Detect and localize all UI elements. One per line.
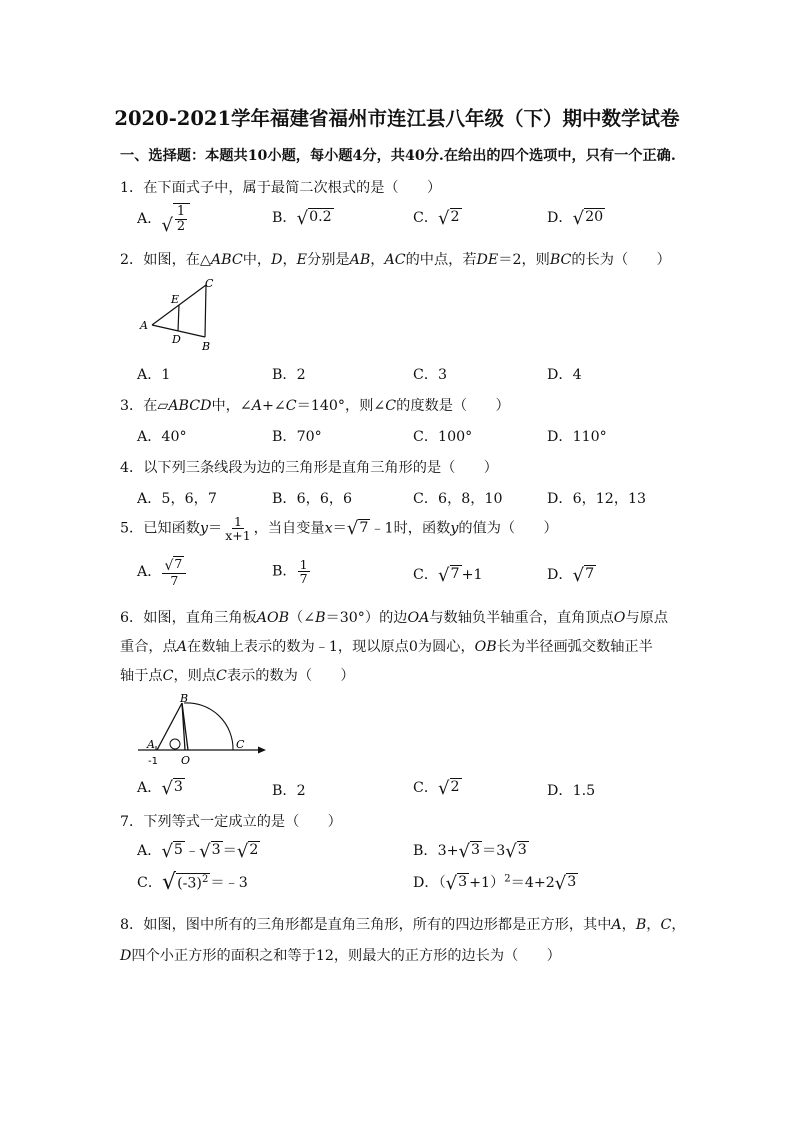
q6-stem-line3: 轴于点C，则点C表示的数为（ ） [120,668,355,684]
q2-segment-de [178,305,179,331]
q6-option-d: D．1.5 [547,783,596,799]
q5-stem: 5．已知函数y＝ $\frac{1}{x+1}$ ，当自变量x＝ √ 7 ﹣1时，函数y的值为（ ） [120,514,558,544]
q6-label-a: A [147,738,155,751]
q6-label-b: B [180,692,189,705]
page-title: 2020-2021学年福建省福州市连江县八年级（下）期中数学试卷 [114,107,680,130]
q3-option-d: D．110° [547,429,607,445]
q7-option-b: B．3+ √ 3 ＝3 √ 3 [413,840,527,862]
q2-option-c: C．3 [413,367,448,383]
q6-label-c: C [236,738,245,751]
q8-stem-line1: 8．如图，图中所有的三角形都是直角三角形，所有的四边形都是正方形，其中A，B，C， [120,917,686,933]
q5-fraction: $\frac{1}{x+1}$ [225,514,251,544]
q2-triangle-figure [138,278,228,352]
q7-option-a: A． √ 5 ﹣ √ 3 ＝ √ 2 [137,840,259,862]
q2-side-bc [205,285,206,337]
q2-label-d: D [172,333,181,346]
q2-option-d: D．4 [547,367,582,383]
q2-option-a: A．1 [137,367,171,383]
q2-label-e: E [171,293,180,306]
q5-option-c: C． √ 7 +1 [413,564,483,586]
q2-label-c: C [205,278,214,290]
q6-option-b: B．2 [272,783,306,799]
q4-option-a: A．5，6，7 [137,491,217,507]
q2-label-a: A [140,319,148,332]
q6-label-minus1: -1 [148,756,158,767]
q3-stem: 3．在▱ABCD中，∠A+∠C＝140°，则∠C的度数是（ ） [120,398,510,414]
q5-option-d: D． √ 7 [547,564,595,586]
q6-side-ab [157,703,182,750]
q7-option-d: D．（ √ 3 +1）$^2$＝4+2 √ 3 [413,872,577,894]
q6-option-c: C． √ 2 [413,777,460,799]
q4-stem: 4．以下列三条线段为边的三角形是直角三角形的是（ ） [120,460,498,476]
q6-label-o: O [181,754,191,767]
q6-number-line-figure [136,691,268,767]
q5-option-b: B． $\frac{1}{7}$ [272,557,308,587]
q7-option-c: C． √ $(-3)^2$ ＝﹣3 [137,870,248,895]
q1-a-radical: √ $\frac{1}{2}$ [161,203,190,235]
q1-option-a: A． √ $\frac{1}{2}$ [137,203,190,235]
q8-stem-line2: D四个小正方形的面积之和等于12，则最大的正方形的边长为（ ） [120,948,561,964]
q1-option-d: D． √ 20 [547,207,604,229]
q3-option-c: C．100° [413,429,473,445]
section-heading: 一、选择题：本题共10小题，每小题4分，共40分.在给出的四个选项中，只有一个正确. [120,148,676,164]
q1-option-c: C． √ 2 [413,207,460,229]
q2-option-b: B．2 [272,367,306,383]
q2-stem: 2．如图，在△ABC中，D，E分别是AB，AC的中点，若DE＝2，则BC的长为（ ） [120,252,671,268]
q1-stem: 1．在下面式子中，属于最简二次根式的是（ ） [120,180,442,196]
q6-triangle-hole [170,739,180,749]
q6-axis-arrow [258,747,266,754]
q4-option-c: C．6，8，10 [413,491,503,507]
q2-label-b: B [202,340,211,352]
q3-option-a: A．40° [137,429,187,445]
q4-option-b: B．6，6，6 [272,491,353,507]
q6-stem-line2: 重合，点A在数轴上表示的数为﹣1，现以原点0为圆心，OB长为半径画弧交数轴正半 [120,639,653,655]
q4-option-d: D．6，12，13 [547,491,647,507]
q6-option-a: A． √ 3 [137,777,183,799]
q5-option-a: A． √ 7 7 [137,556,187,588]
q1-option-b: B． √ 0.2 [272,207,332,229]
q3-option-b: B．70° [272,429,322,445]
q6-stem-line1: 6．如图，直角三角板AOB（∠B＝30°）的边OA与数轴负半轴重合，直角顶点O与原点 [120,610,669,626]
q6-arc [184,703,233,750]
q7-stem: 7．下列等式一定成立的是（ ） [120,814,342,830]
